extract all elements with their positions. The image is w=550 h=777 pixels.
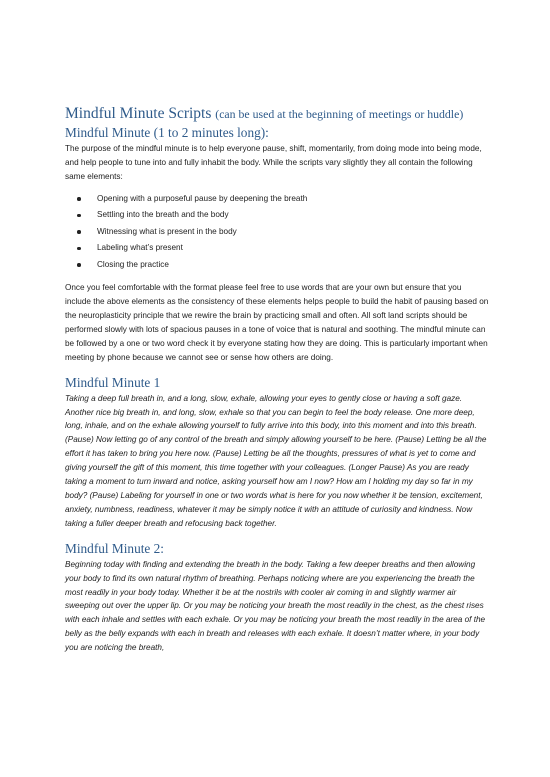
title-subtitle: (can be used at the beginning of meetings or huddle)	[215, 107, 464, 121]
page-title	[65, 104, 489, 124]
elements-list	[65, 191, 489, 274]
title-main: Mindful Minute Scripts	[65, 105, 212, 122]
minute2-script: Beginning today with finding and extending the breath in the body. Taking a few deeper breaths and then allowing your body to find its own natural rhythm of breathing. Perhaps noticing where are you experiencing the breath the most readily in your body today. Whether it be at the nostrils with cooler air coming in and slightly warmer air sweeping out over the upper lip. Or you may be noticing your breath the most readily in the chest, as the chest rises with each inhale and settles with each exhale. Or you may be noticing your breath the most readily in the area of the belly as the belly expands with each in breath and releases with each exhale. It doesn’t matter where, in your body you are noticing the breath,	[65, 559, 486, 653]
list-item: Closing the practice	[65, 257, 489, 274]
minute1-heading: Mindful Minute 1	[65, 374, 161, 390]
list-item: Witnessing what is present in the body	[65, 224, 489, 241]
minute1-script: Taking a deep full breath in, and a long, slow, exhale, allowing your eyes to gently close or having a soft gaze. Another nice big breath in, and long, slow, exhale so that you can begin to feel the body release. One more deep, long, inhale, and on the exhale allowing yourself to fully arrive into this body, into this moment and into this breath. (Pause) Now letting go of any control of the breath and simply allowing yourself to be here. (Pause) Letting be all the effort it has taken to bring you here now. (Pause) Letting be all the thoughts, pressures of what is yet to come and giving yourself the gift of this moment, this time together with your colleagues. (Longer Pause) As you are ready taking a moment to turn inward and notice, asking yourself how am I now? How am I holding my day so far in my body? (Pause) Labeling for yourself in one or two words what is here for you now whether it be tension, excitement, anxiety, numbness, readiness, whatever it may be simply notice it with an attitude of curiosity and kindness. Now taking a fuller deeper breath and refocusing back together.	[65, 393, 487, 528]
intro-paragraph: The purpose of the mindful minute is to help everyone pause, shift, momentarily, from doing mode into being mode, and help people to tune into and fully inhabit the body. While the scripts vary slightly they all contain the following same elements:	[65, 144, 482, 181]
list-item: Opening with a purposeful pause by deepening the breath	[65, 191, 489, 208]
intro-heading: Mindful Minute (1 to 2 minutes long):	[65, 125, 269, 140]
minute2-heading: Mindful Minute 2:	[65, 540, 164, 556]
list-item: Labeling what’s present	[65, 240, 489, 257]
format-paragraph: Once you feel comfortable with the format please feel free to use words that are your own but ensure that you include the above elements as the consistency of these elements helps people to build the habit of pausing based on the neuroplasticity principle that we rewire the brain by practicing small and often. All soft land scripts should be performed slowly with lots of spacious pauses in a tone of voice that is natural and soothing. The mindful minute can be followed by a one or two word check it by everyone stating how they are doing. This is particularly important when meeting by phone because we cannot see or sense how others are doing.	[65, 283, 489, 362]
page-content	[65, 104, 489, 655]
list-item: Settling into the breath and the body	[65, 207, 489, 224]
